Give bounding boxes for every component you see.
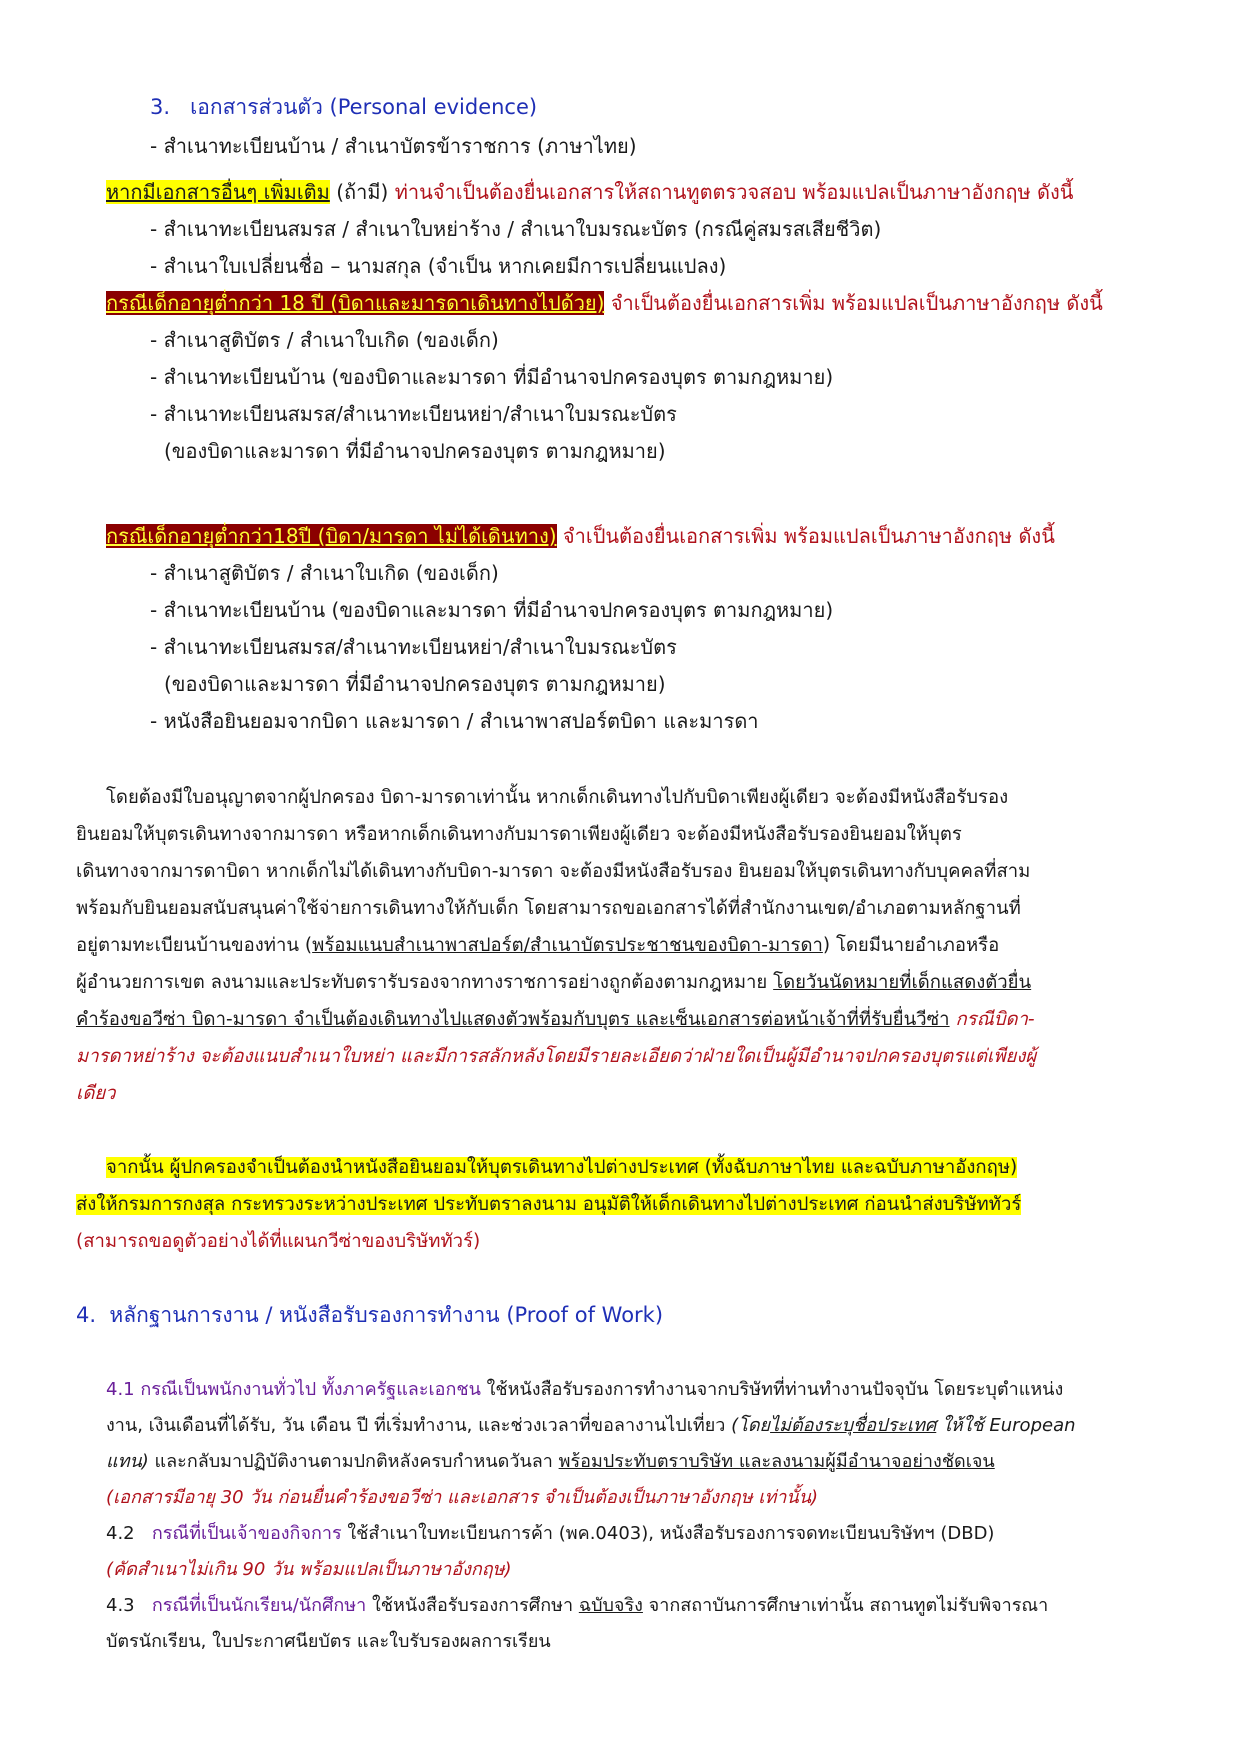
ministry-text: ส่งให้กรมการกงสุล กระทรวงระหว่างประเทศ ประทับตราลงนาม อนุมัติให้เด็กเดินทางไปต่างประเทศ ก่อนนำส่งบริษัททัวร์ — [76, 1194, 1022, 1215]
s42-text: ใช้สำเนาใบทะเบียนการค้า (พค.0403), หนังสือรับรองการจดทะเบียนบริษัทฯ (DBD) — [341, 1523, 995, 1544]
ministry-line — [76, 1153, 1017, 1183]
s42-note: (คัดสำเนาไม่เกิน 90 วัน พร้อมแปลเป็นภาษาอังกฤษ) — [106, 1559, 512, 1580]
s42-number: 4.2 — [106, 1523, 135, 1544]
s41-italic: แทน) — [106, 1451, 149, 1472]
s43-underlined: ฉบับจริง — [578, 1595, 643, 1616]
consent-underlined: โดยวันนัดหมายที่เด็กแสดงตัวยื่น — [773, 972, 1032, 993]
section-3-heading — [150, 92, 537, 122]
minor-without-parents-item: - สำเนาสูติบัตร / สำเนาใบเกิด (ของเด็ก) — [150, 561, 499, 585]
section-3-number: 3. — [150, 95, 171, 119]
s41-note: (เอกสารมีอายุ 30 วัน ก่อนยื่นคำร้องขอวีซ่า และเอกสาร จำเป็นต้องเป็นภาษาอังกฤษ เท่านั้น) — [106, 1487, 819, 1508]
minor-without-parents-line — [106, 521, 1055, 551]
consent-divorce-note: มารดาหย่าร้าง จะต้องแนบสำเนาใบหย่า และมีการสลักหลังโดยมีรายละเอียดว่าฝ่ายใดเป็นผู้มีอำนาจปกครองบุตรแต่เพียงผู้ — [76, 1046, 1037, 1067]
section-3-title: เอกสารส่วนตัว (Personal evidence) — [190, 95, 538, 119]
minor-with-parents-item: (ของบิดาและมารดา ที่มีอำนาจปกครองบุตร ตามกฎหมาย) — [164, 439, 666, 463]
consent-line — [76, 931, 999, 961]
consent-line: เดินทางจากมารดาบิดา หากเด็กไม่ได้เดินทางกับบิดา-มารดา จะต้องมีหนังสือรับรอง ยินยอมให้บุตรเดินทางกับบุคคลที่สาม — [76, 861, 1031, 882]
consent-line — [76, 1005, 1035, 1035]
minor-with-parents-item: - สำเนาทะเบียนสมรส/สำเนาทะเบียนหย่า/สำเนาใบมรณะบัตร — [150, 402, 677, 426]
minor-with-parents-item: - สำเนาสูติบัตร / สำเนาใบเกิด (ของเด็ก) — [150, 328, 499, 352]
s41-line — [106, 1375, 1063, 1405]
consent-underlined: คำร้องขอวีซ่า บิดา-มารดา จำเป็นต้องเดินทางไปแสดงตัวพร้อมกับบุตร และเซ็นเอกสารต่อหน้าเจ้าที่ที่รับยื่นวีซ่า — [76, 1009, 950, 1030]
section-4-number: 4. — [76, 1303, 97, 1327]
s41-italic: (โดย — [731, 1415, 771, 1436]
consent-line — [76, 968, 1031, 998]
minor-without-parents-instruction: จำเป็นต้องยื่นเอกสารเพิ่ม พร้อมแปลเป็นภาษาอังกฤษ ดังนี้ — [556, 524, 1055, 548]
s41-text: ใช้หนังสือรับรองการทำงานจากบริษัทที่ท่านทำงานปัจจุบัน โดยระบุตำแหน่ง — [480, 1379, 1064, 1400]
s41-italic: ให้ใช้ European — [936, 1415, 1076, 1436]
s41-label: 4.1 กรณีเป็นพนักงานทั่วไป ทั้งภาครัฐและเอกชน — [106, 1379, 481, 1400]
section-4-title: หลักฐานการงาน / หนังสือรับรองการทำงาน (Proof of Work) — [109, 1303, 664, 1327]
s41-line — [106, 1447, 995, 1477]
consent-text: ) โดยมีนายอำเภอหรือ — [822, 935, 1000, 956]
extra-docs-line — [106, 177, 1073, 207]
consent-text: อยู่ตามทะเบียนบ้านของท่าน ( — [76, 935, 313, 956]
s41-text: งาน, เงินเดือนที่ได้รับ, วัน เดือน ปี ที่เริ่มทำงาน, และช่วงเวลาที่ขอลางานไปเที่ยว — [106, 1415, 732, 1436]
ministry-note: (สามารถขอดูตัวอย่างได้ที่แผนกวีซ่าของบริษัททัวร์) — [76, 1231, 481, 1252]
consent-line: ยินยอมให้บุตรเดินทางจากมารดา หรือหากเด็กเดินทางกับมารดาเพียงผู้เดียว จะต้องมีหนังสือรับรองยินยอมให้บุตร — [76, 824, 962, 845]
consent-divorce-note: กรณีบิดา- — [949, 1009, 1035, 1030]
s43-line — [106, 1591, 1048, 1621]
minor-with-parents-line — [106, 288, 1103, 318]
minor-with-parents-item: - สำเนาทะเบียนบ้าน (ของบิดาและมารดา ที่มีอำนาจปกครองบุตร ตามกฎหมาย) — [150, 365, 834, 389]
minor-with-parents-label: กรณีเด็กอายุต่ำกว่า 18 ปี (บิดาและมารดาเดินทางไปด้วย) — [106, 291, 605, 315]
consent-divorce-note: เดียว — [76, 1083, 116, 1104]
s41-underlined: พร้อมประทับตราบริษัท และลงนามผู้มีอำนาจอย่างชัดเจน — [558, 1451, 995, 1472]
minor-without-parents-item: - สำเนาทะเบียนบ้าน (ของบิดาและมารดา ที่มีอำนาจปกครองบุตร ตามกฎหมาย) — [150, 598, 834, 622]
section-4-heading — [76, 1300, 663, 1330]
consent-text: ผู้อำนวยการเขต ลงนามและประทับตรารับรองจากทางราชการอย่างถูกต้องตามกฎหมาย — [76, 972, 774, 993]
minor-without-parents-item: - หนังสือยินยอมจากบิดา และมารดา / สำเนาพาสปอร์ตบิดา และมารดา — [150, 709, 759, 733]
minor-without-parents-label: กรณีเด็กอายุต่ำกว่า18ปี (บิดา/มารดา ไม่ได้เดินทาง) — [106, 524, 557, 548]
s41-line — [106, 1411, 1076, 1441]
minor-without-parents-item: (ของบิดาและมารดา ที่มีอำนาจปกครองบุตร ตามกฎหมาย) — [164, 672, 666, 696]
s43-line: บัตรนักเรียน, ใบประกาศนียบัตร และใบรับรองผลการเรียน — [106, 1631, 551, 1652]
extra-docs-label: หากมีเอกสารอื่นๆ เพิ่มเติม — [106, 180, 330, 204]
extra-docs-item: - สำเนาใบเปลี่ยนชื่อ – นามสกุล (จำเป็น หากเคยมีการเปลี่ยนแปลง) — [150, 254, 727, 278]
minor-without-parents-item: - สำเนาทะเบียนสมรส/สำเนาทะเบียนหย่า/สำเนาใบมรณะบัตร — [150, 635, 677, 659]
s41-italic-underlined: ไม่ต้องระบุชื่อประเทศ — [770, 1415, 937, 1436]
extra-docs-item: - สำเนาทะเบียนสมรส / สำเนาใบหย่าร้าง / สำเนาใบมรณะบัตร (กรณีคู่สมรสเสียชีวิต) — [150, 217, 882, 241]
s43-number: 4.3 — [106, 1595, 135, 1616]
section-3-item: - สำเนาทะเบียนบ้าน / สำเนาบัตรข้าราชการ (ภาษาไทย) — [150, 134, 637, 158]
extra-docs-optional: (ถ้ามี) — [329, 180, 395, 204]
ministry-text: จากนั้น ผู้ปกครองจำเป็นต้องนำหนังสือยินยอมให้บุตรเดินทางไปต่างประเทศ (ทั้งฉับภาษาไทย และฉบับภาษาอังกฤษ) — [106, 1157, 1018, 1178]
s43-text: จากสถาบันการศึกษาเท่านั้น สถานทูตไม่รับพิจารณา — [642, 1595, 1049, 1616]
s42-line — [106, 1519, 994, 1549]
ministry-line — [76, 1190, 1021, 1220]
consent-line: พร้อมกับยินยอมสนับสนุนค่าใช้จ่ายการเดินทางให้กับเด็ก โดยสามารถขอเอกสารได้ที่สำนักงานเขต/อำเภอตามหลักฐานที่ — [76, 898, 1021, 919]
consent-line: โดยต้องมีใบอนุญาตจากผู้ปกครอง บิดา-มารดาเท่านั้น หากเด็กเดินทางไปกับบิดาเพียงผู้เดียว จะต้องมีหนังสือรับรอง — [106, 787, 1009, 808]
s42-label: กรณีที่เป็นเจ้าของกิจการ — [151, 1523, 342, 1544]
extra-docs-instruction: ท่านจำเป็นต้องยื่นเอกสารให้สถานทูตตรวจสอบ พร้อมแปลเป็นภาษาอังกฤษ ดังนี้ — [394, 180, 1074, 204]
s43-text: ใช้หนังสือรับรองการศึกษา — [366, 1595, 579, 1616]
s43-label: กรณีที่เป็นนักเรียน/นักศึกษา — [151, 1595, 367, 1616]
s41-text: และกลับมาปฏิบัติงานตามปกติหลังครบกำหนดวันลา — [148, 1451, 559, 1472]
consent-underlined: พร้อมแนบสำเนาพาสปอร์ต/สำเนาบัตรประชาชนของบิดา-มารดา — [312, 935, 823, 956]
minor-with-parents-instruction: จำเป็นต้องยื่นเอกสารเพิ่ม พร้อมแปลเป็นภาษาอังกฤษ ดังนี้ — [604, 291, 1103, 315]
